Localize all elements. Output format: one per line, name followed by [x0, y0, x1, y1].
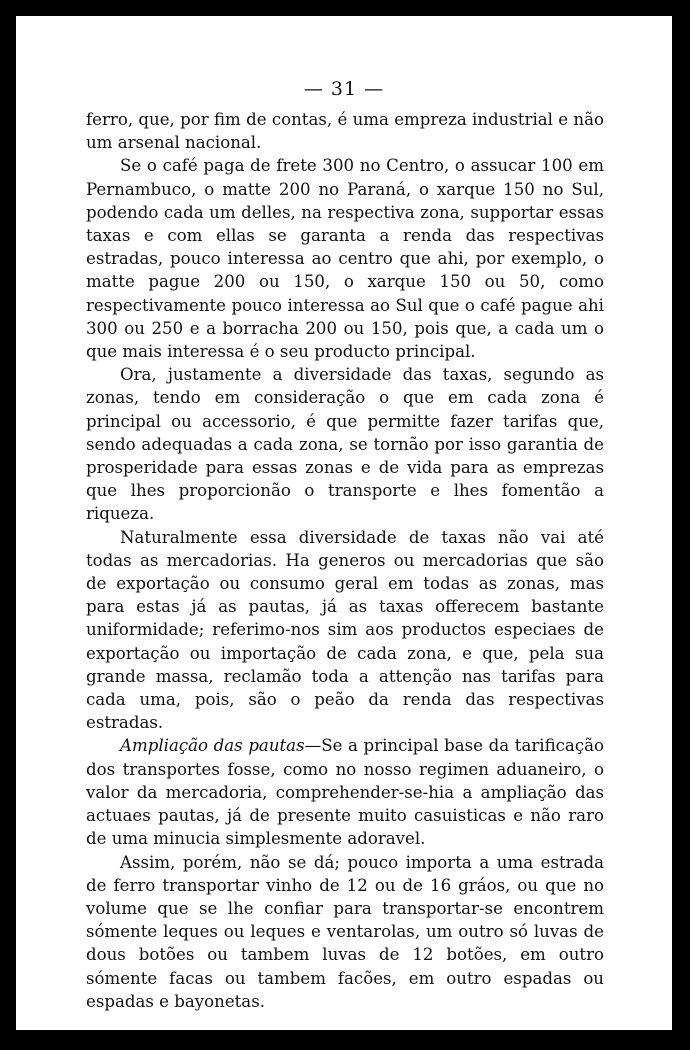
section-title: Ampliação das pautas	[120, 736, 305, 756]
paragraph-uniformity: Naturalmente essa diversidade de taxas não vai até todas as mercadorias. Ha generos ou mercadorias que são de exportação ou consumo geral em todas as zonas, mas para estas já as pautas, já as taxas offerecem bastante uniformidade; referimo-nos sim aos productos especiaes de exportação ou importação de cada zona, e que, pela sua grande massa, reclamão toda a attenção nas tarifas para cada uma, pois, são o peão da renda das respectivas estradas.	[86, 527, 604, 733]
body-text	[86, 108, 604, 1013]
paragraph-continuation: ferro, que, por fim de contas, é uma empreza industrial e não um arsenal nacional.	[86, 110, 604, 153]
page-number: — 31 —	[303, 78, 385, 100]
paragraph-tax-diversity: Ora, justamente a diversidade das taxas, segundo as zonas, tendo em consideração o que em cada zona é principal ou accessorio, é que permitte fazer tarifas que, sendo adequadas a cada zona, se tornão por isso garantia de prosperidade para essas zonas e de vida para as emprezas que lhes proporcionão o transporte e lhes fomentão a riqueza.	[86, 365, 604, 524]
section-text: —Se a principal base da tarificação dos transportes fosse, como no nosso regimen aduaneiro, o valor da mercadoria, comprehender-se-hia a ampliação das actuaes pautas, já de presente muito casuisticas e não raro de uma minucia simplesmente adoravel.	[86, 736, 605, 849]
paragraph-ampliacao	[86, 734, 604, 850]
book-page	[16, 16, 672, 1030]
paragraph-freight-example: Se o café paga de frete 300 no Centro, o assucar 100 em Pernambuco, o matte 200 no Paraná, o xarque 150 no Sul, podendo cada um delles, na respectiva zona, supportar essas taxas e com ellas se garanta a renda das respectivas estradas, pouco interessa ao centro que ahi, por exemplo, o matte pague 200 ou 150, o xarque 150 ou 50, como respectivamente pouco interessa ao Sul que o café pague ahi 300 ou 250 e a borracha 200 ou 150, pois que, a cada um o que mais interessa é o seu producto principal.	[86, 156, 604, 362]
paragraph-final: Assim, porém, não se dá; pouco importa a uma estrada de ferro transportar vinho de 12 ou de 16 gráos, ou que no volume que se lhe confiar para transportar-se encontrem sómente leques ou leques e ventarolas, um outro só luvas de dous botões ou tambem luvas de 12 botões, em outro sómente facas ou tambem facões, em outro espadas ou espadas e bayonetas.	[86, 852, 604, 1011]
